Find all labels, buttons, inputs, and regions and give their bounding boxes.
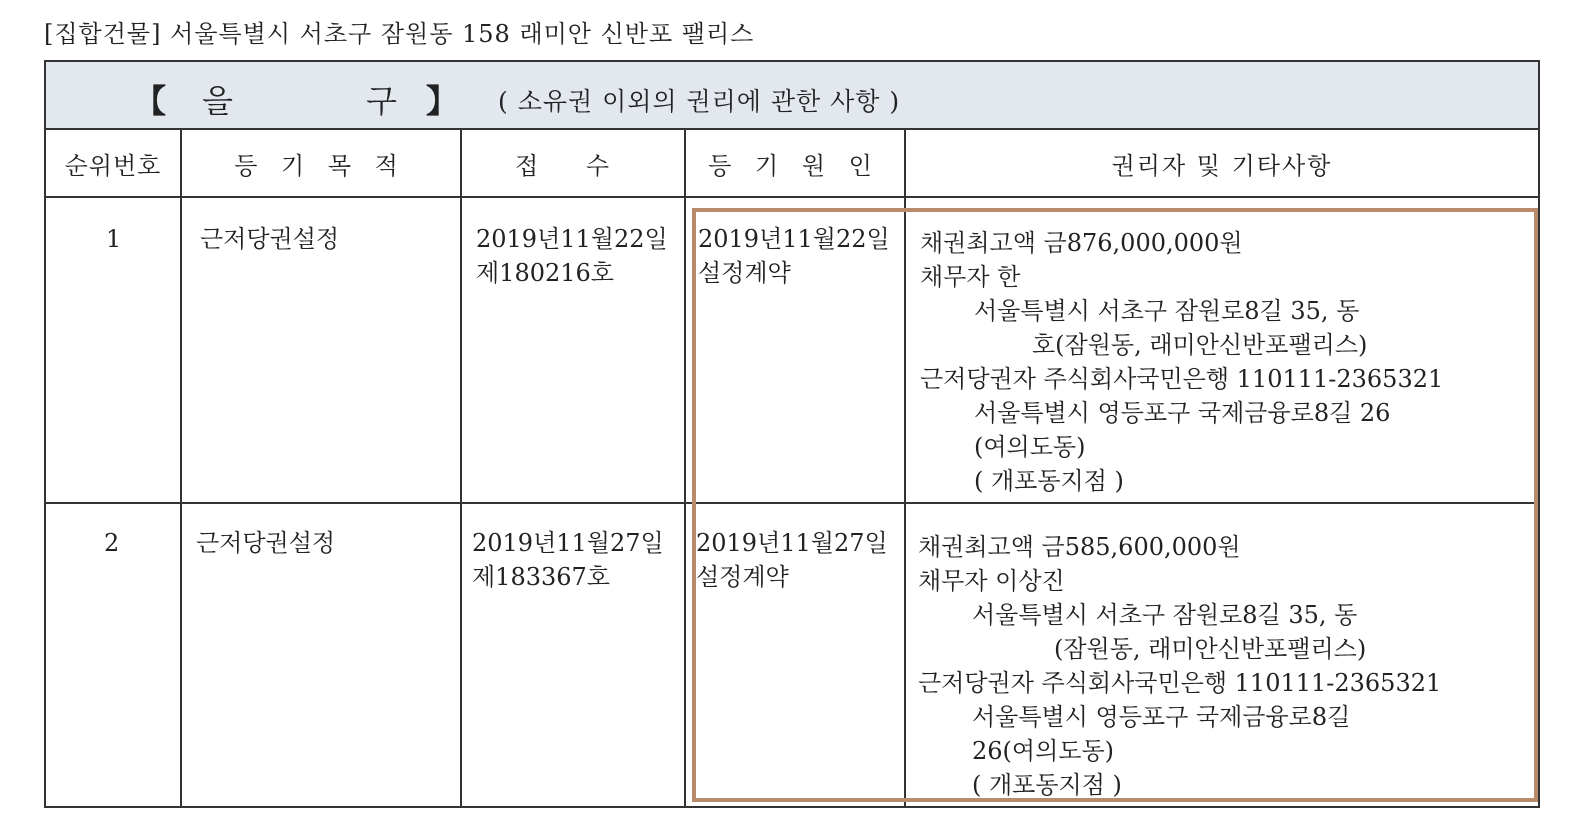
row1-cause-date: 2019년11월22일 [698,225,890,253]
row2-rank: 2 [104,529,120,557]
section-name-gu: 구 [366,82,397,120]
row2-receipt-number: 제183367호 [472,563,610,591]
column-header-holder: 권리자 및 기타사항 [1111,151,1333,180]
row1-mortgagee: 근저당권자 주식회사국민은행 110111-2365321 [920,365,1444,393]
row2-cause-date: 2019년11월27일 [696,529,888,557]
column-header-rank: 순위번호 [64,151,162,180]
row1-cause [698,222,890,290]
header-row-divider [46,196,1538,198]
row2-receipt-date: 2019년11월27일 [472,529,664,557]
row1-rank: 1 [106,225,122,253]
row2-purpose: 근저당권설정 [196,529,336,557]
page-header: [집합건물] 서울특별시 서초구 잠원동 158 래미안 신반포 팰리스 [44,20,755,48]
section-bracket-close: 】 [426,82,459,120]
row1-max-amount: 채권최고액 금876,000,000원 [920,229,1243,257]
row1-cause-type: 설정계약 [698,259,791,287]
row2-debtor: 채무자 이상진 [918,567,1065,595]
row-divider [46,502,1538,504]
section-bracket-open: 【 [134,82,167,120]
column-divider [460,130,462,806]
row1-receipt-number: 제180216호 [476,259,614,287]
column-header-purpose: 등 기 목 적 [234,151,406,180]
column-divider [180,130,182,806]
row2-receipt [472,526,664,594]
column-header-receipt: 접 수 [515,151,629,180]
row2-cause [696,526,888,594]
row2-debtor-address: 서울특별시 서초구 잠원로8길 35, 동 [972,601,1358,629]
row1-debtor-address-cont: 호(잠원동, 래미안신반포팰리스) [1032,331,1368,359]
row1-mortgagee-address: 서울특별시 영등포구 국제금융로8길 26 [974,399,1391,427]
row1-debtor-address: 서울특별시 서초구 잠원로8길 35, 동 [974,297,1360,325]
column-divider [904,130,906,806]
row1-mortgagee-address-cont: (여의도동) [974,433,1086,461]
row1-receipt [476,222,668,290]
row1-debtor: 채무자 한 [920,263,1021,291]
row2-max-amount: 채권최고액 금585,600,000원 [918,533,1241,561]
row2-mortgagee-address: 서울특별시 영등포구 국제금융로8길 [972,703,1351,731]
row1-branch: ( 개포동지점 ) [974,467,1124,495]
row2-debtor-address-cont: (잠원동, 래미안신반포팰리스) [1054,635,1367,663]
row1-purpose: 근저당권설정 [200,225,340,253]
column-header-cause: 등 기 원 인 [708,151,880,180]
register-table [44,60,1540,808]
row2-branch: ( 개포동지점 ) [972,771,1122,799]
row2-mortgagee: 근저당권자 주식회사국민은행 110111-2365321 [918,669,1442,697]
section-title-bar [46,62,1538,130]
row2-cause-type: 설정계약 [696,563,789,591]
row2-mortgagee-address-cont: 26(여의도동) [972,737,1115,765]
section-description: ( 소유권 이외의 권리에 관한 사항 ) [498,87,901,116]
column-divider [684,130,686,806]
row1-receipt-date: 2019년11월22일 [476,225,668,253]
row2-holder-details [918,530,1441,802]
section-name-eul: 을 [202,82,233,120]
row1-holder-details [920,226,1443,498]
